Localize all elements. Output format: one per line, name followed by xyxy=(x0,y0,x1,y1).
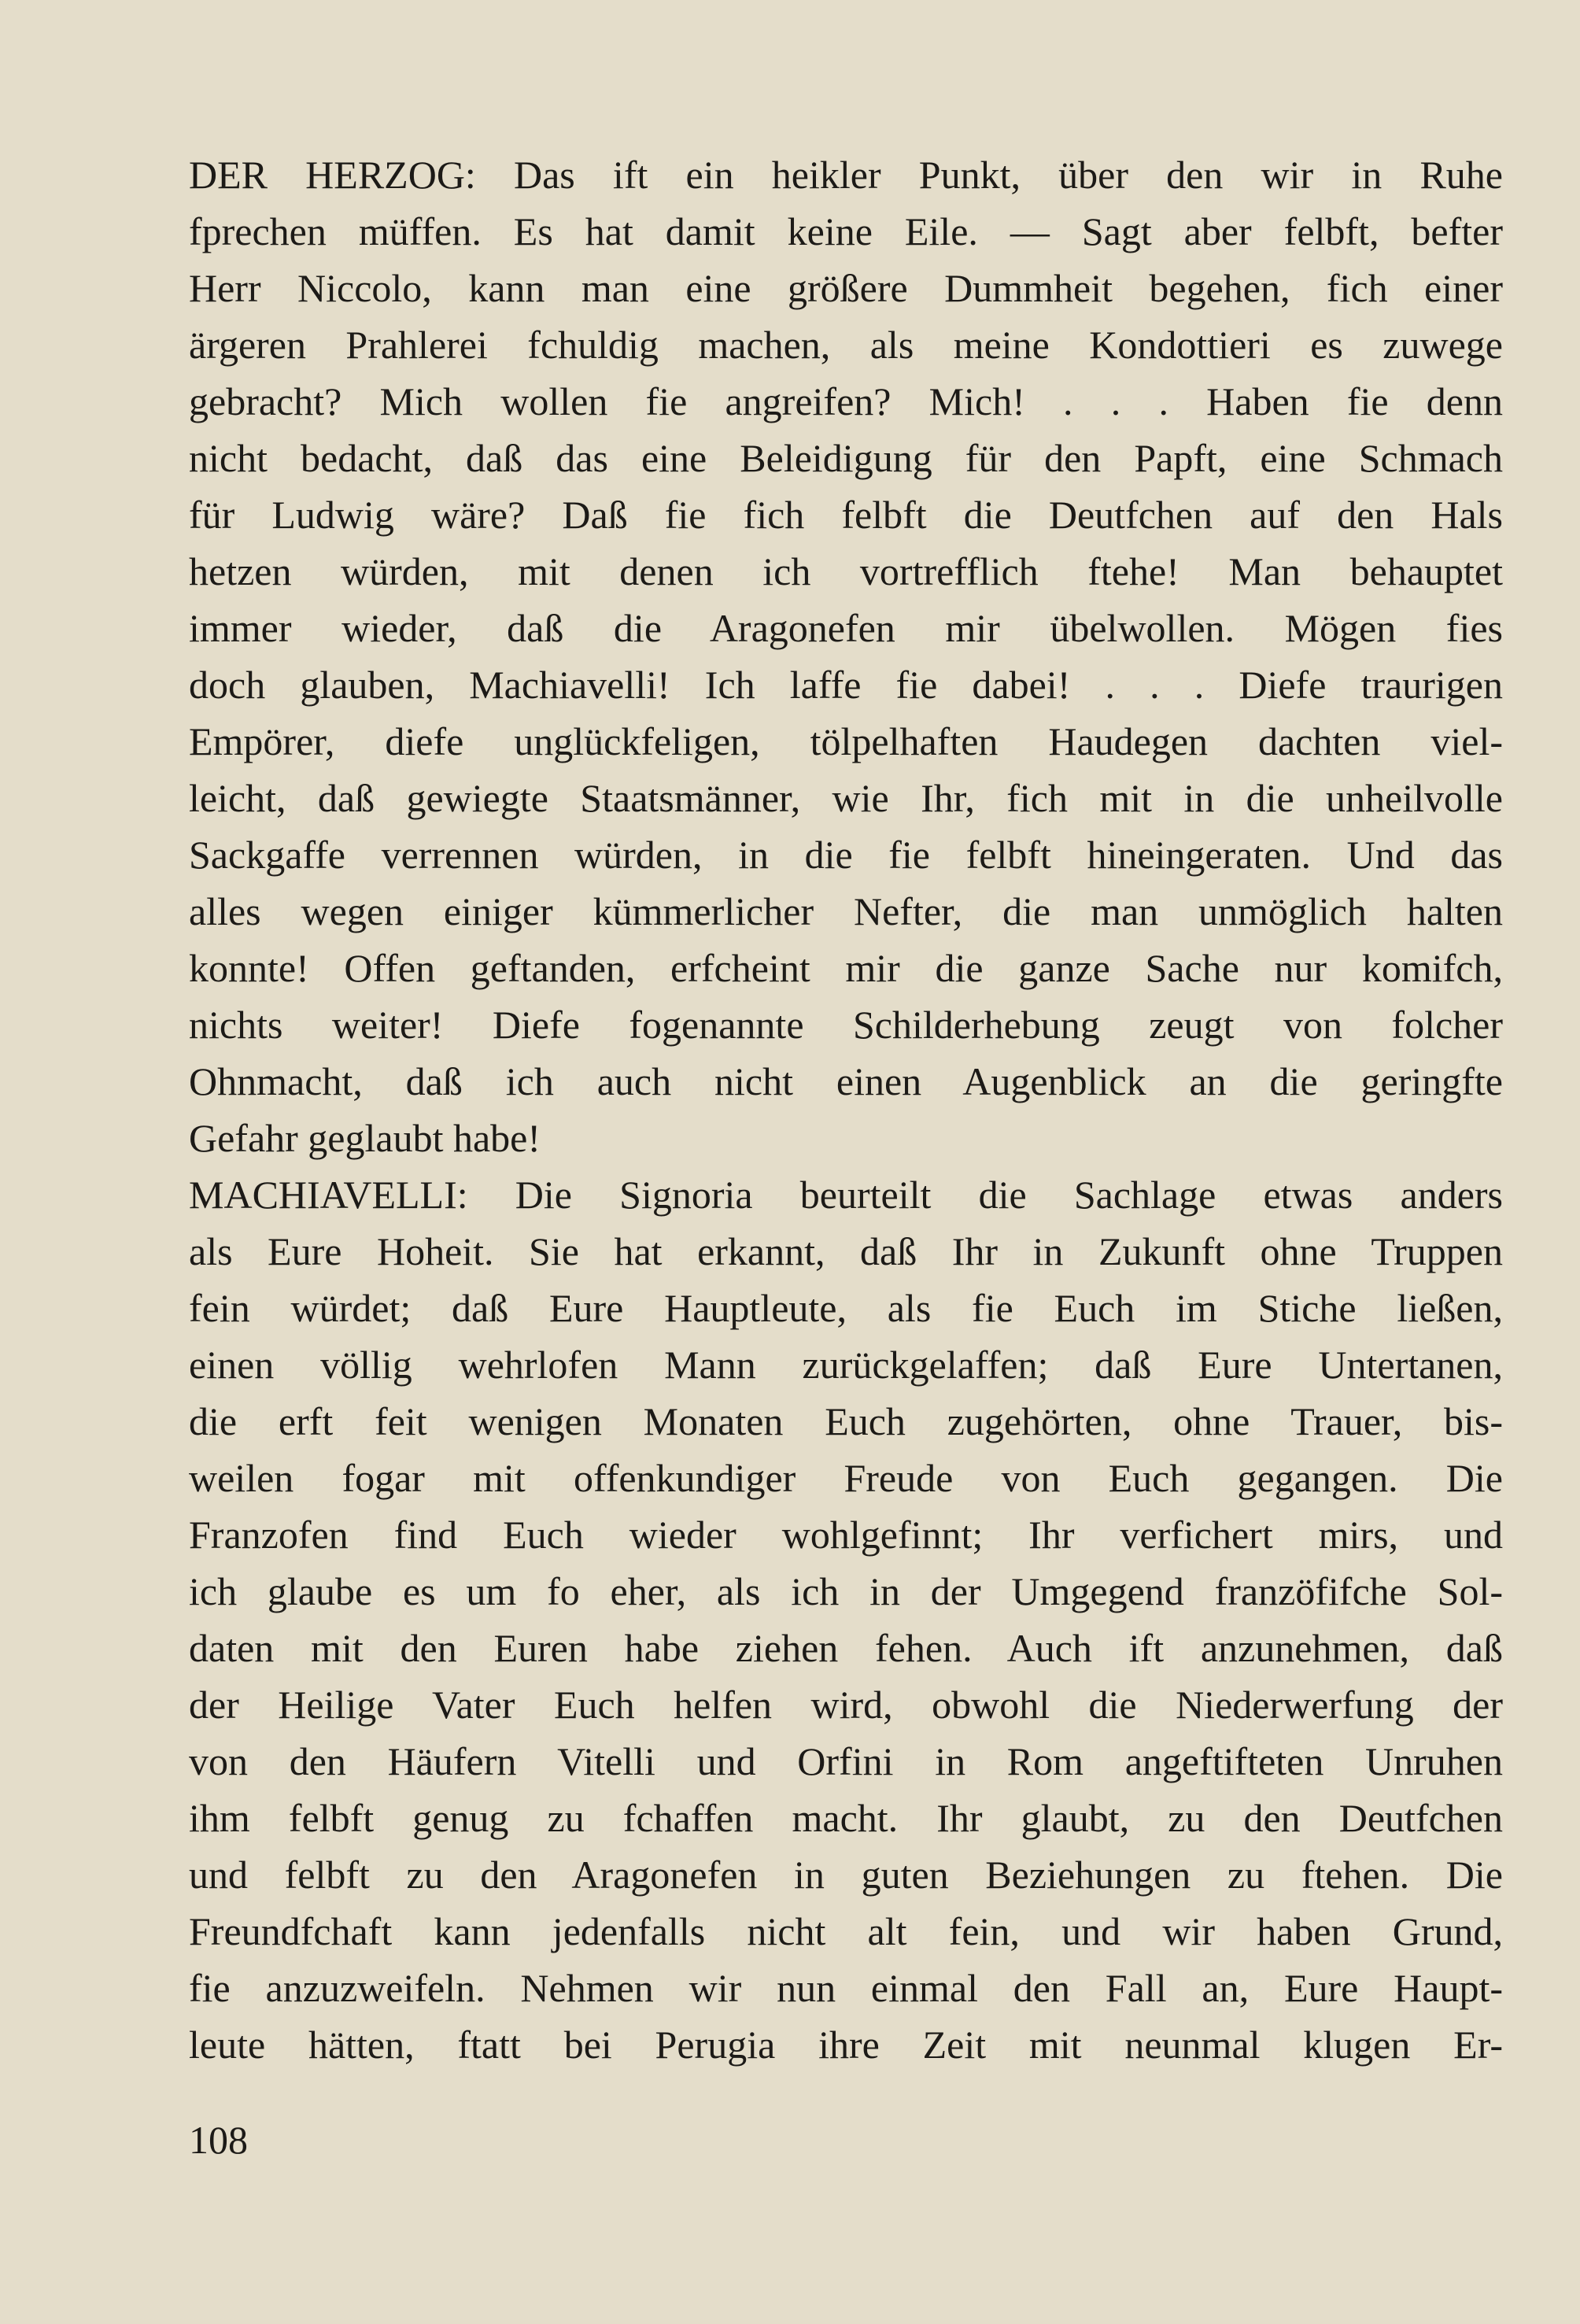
text-line: für Ludwig wäre? Daß fie fich felbft die Deutfchen auf den Hals xyxy=(189,493,1503,537)
text-line: fie anzuzweifeln. Nehmen wir nun einmal den Fall an, Eure Haupt- xyxy=(189,1966,1503,2010)
text-line: ich glaube es um fo eher, als ich in der Umgegend franzöfifche Sol- xyxy=(189,1569,1503,1613)
text-line: nicht bedacht, daß das eine Beleidigung für den Papft, eine Schmach xyxy=(189,436,1503,480)
text-line: einen völlig wehrlofen Mann zurückgelaffen; daß Eure Untertanen, xyxy=(189,1343,1503,1387)
text-line: leicht, daß gewiegte Staatsmänner, wie Ihr, fich mit in die unheilvolle xyxy=(189,776,1503,820)
text-line: fprechen müffen. Es hat damit keine Eile. — Sagt aber felbft, befter xyxy=(189,209,1503,253)
text-line: und felbft zu den Aragonefen in guten Beziehungen zu ftehen. Die xyxy=(189,1853,1503,1897)
page-number: 108 xyxy=(189,2118,248,2162)
text-line: Empörer, diefe unglückfeligen, tölpelhaften Haudegen dachten viel- xyxy=(189,719,1503,763)
text-line: ärgeren Prahlerei fchuldig machen, als meine Kondottieri es zuwege xyxy=(189,323,1503,367)
text-line: der Heilige Vater Euch helfen wird, obwohl die Niederwerfung der xyxy=(189,1683,1503,1727)
text-line: konnte! Offen geftanden, erfcheint mir die ganze Sache nur komifch, xyxy=(189,946,1503,990)
text-line: von den Häufern Vitelli und Orfini in Rom angeftifteten Unruhen xyxy=(189,1739,1503,1783)
text-line: Franzofen find Euch wieder wohlgefinnt; Ihr verfichert mirs, und xyxy=(189,1513,1503,1557)
text-line: die erft feit wenigen Monaten Euch zugehörten, ohne Trauer, bis- xyxy=(189,1399,1503,1443)
text-line: Freundfchaft kann jedenfalls nicht alt fein, und wir haben Grund, xyxy=(189,1909,1503,1953)
text-line: alles wegen einiger kümmerlicher Nefter, die man unmöglich halten xyxy=(189,889,1503,933)
text-line: immer wieder, daß die Aragonefen mir übelwollen. Mögen fies xyxy=(189,606,1503,650)
text-line: MACHIAVELLI: Die Signoria beurteilt die Sachlage etwas anders xyxy=(189,1173,1503,1217)
text-line: hetzen würden, mit denen ich vortrefflich ftehe! Man behauptet xyxy=(189,549,1503,593)
text-line: Herr Niccolo, kann man eine größere Dummheit begehen, fich einer xyxy=(189,266,1503,310)
text-line: ihm felbft genug zu fchaffen macht. Ihr glaubt, zu den Deutfchen xyxy=(189,1796,1503,1840)
text-line: daten mit den Euren habe ziehen fehen. Auch ift anzunehmen, daß xyxy=(189,1626,1503,1670)
text-line: weilen fogar mit offenkundiger Freude von Euch gegangen. Die xyxy=(189,1456,1503,1500)
text-line: fein würdet; daß Eure Hauptleute, als fie Euch im Stiche ließen, xyxy=(189,1286,1503,1330)
text-line: doch glauben, Machiavelli! Ich laffe fie dabei! . . . Diefe traurigen xyxy=(189,663,1503,707)
text-line: nichts weiter! Diefe fogenannte Schilderhebung zeugt von folcher xyxy=(189,1003,1503,1047)
body-text xyxy=(189,146,1503,2073)
text-line: Ohnmacht, daß ich auch nicht einen Augenblick an die geringfte xyxy=(189,1059,1503,1103)
text-line: Sackgaffe verrennen würden, in die fie felbft hineingeraten. Und das xyxy=(189,833,1503,877)
text-line: als Eure Hoheit. Sie hat erkannt, daß Ihr in Zukunft ohne Truppen xyxy=(189,1229,1503,1273)
text-line: gebracht? Mich wollen fie angreifen? Mich! . . . Haben fie denn xyxy=(189,379,1503,423)
text-line: Gefahr geglaubt habe! xyxy=(189,1116,541,1160)
text-line: leute hätten, ftatt bei Perugia ihre Zeit mit neunmal klugen Er- xyxy=(189,2023,1503,2067)
text-line: DER HERZOG: Das ift ein heikler Punkt, über den wir in Ruhe xyxy=(189,153,1503,197)
